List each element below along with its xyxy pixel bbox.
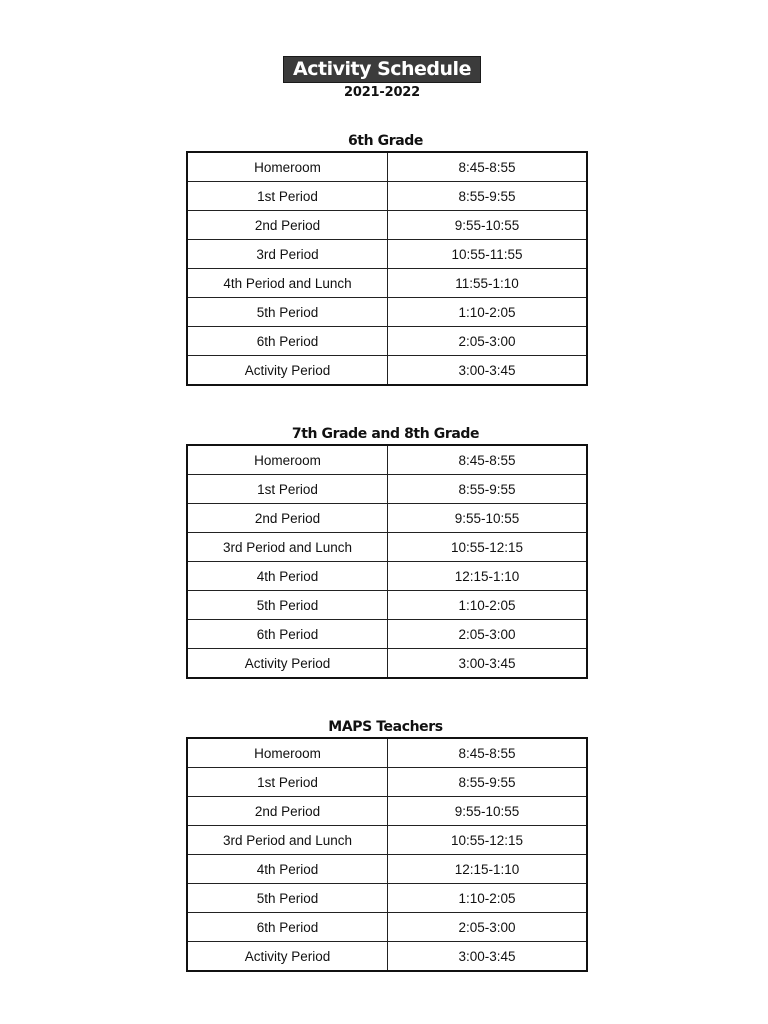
table-row	[187, 475, 587, 504]
table-row	[187, 942, 587, 972]
period-name-cell: 4th Period	[187, 855, 388, 884]
period-time-cell: 10:55-12:15	[388, 533, 588, 562]
period-time-cell: 3:00-3:45	[388, 356, 588, 386]
table-row	[187, 327, 587, 356]
school-year: 2021-2022	[344, 85, 420, 100]
period-name-cell: Activity Period	[187, 942, 388, 972]
period-name-cell: 6th Period	[187, 327, 388, 356]
period-name-cell: 6th Period	[187, 913, 388, 942]
table-row	[187, 884, 587, 913]
table-row	[187, 826, 587, 855]
period-time-cell: 8:45-8:55	[388, 152, 588, 182]
section-title: MAPS Teachers	[328, 719, 443, 735]
table-row	[187, 182, 587, 211]
schedule-table	[186, 444, 588, 679]
period-time-cell: 10:55-12:15	[388, 826, 588, 855]
page-title: Activity Schedule	[283, 56, 481, 83]
schedule-section-7th-8th-grade	[186, 424, 585, 679]
schedule-table	[186, 151, 588, 386]
period-time-cell: 8:45-8:55	[388, 445, 588, 475]
period-time-cell: 8:55-9:55	[388, 475, 588, 504]
period-name-cell: 6th Period	[187, 620, 388, 649]
period-name-cell: Homeroom	[187, 738, 388, 768]
table-row	[187, 240, 587, 269]
period-name-cell: Activity Period	[187, 649, 388, 679]
period-name-cell: 5th Period	[187, 884, 388, 913]
table-row	[187, 211, 587, 240]
period-name-cell: 3rd Period and Lunch	[187, 533, 388, 562]
period-time-cell: 2:05-3:00	[388, 327, 588, 356]
period-time-cell: 8:45-8:55	[388, 738, 588, 768]
period-time-cell: 2:05-3:00	[388, 620, 588, 649]
table-row	[187, 445, 587, 475]
table-row	[187, 913, 587, 942]
period-name-cell: 1st Period	[187, 475, 388, 504]
period-name-cell: 4th Period	[187, 562, 388, 591]
table-row	[187, 533, 587, 562]
schedule-section-maps-teachers	[186, 717, 585, 972]
table-row	[187, 620, 587, 649]
period-name-cell: 4th Period and Lunch	[187, 269, 388, 298]
table-row	[187, 152, 587, 182]
period-time-cell: 1:10-2:05	[388, 591, 588, 620]
period-name-cell: 2nd Period	[187, 797, 388, 826]
period-name-cell: Homeroom	[187, 152, 388, 182]
table-row	[187, 797, 587, 826]
period-name-cell: 3rd Period	[187, 240, 388, 269]
table-row	[187, 562, 587, 591]
period-name-cell: Homeroom	[187, 445, 388, 475]
period-time-cell: 8:55-9:55	[388, 182, 588, 211]
table-row	[187, 738, 587, 768]
period-time-cell: 9:55-10:55	[388, 797, 588, 826]
table-row	[187, 356, 587, 386]
table-row	[187, 504, 587, 533]
period-time-cell: 11:55-1:10	[388, 269, 588, 298]
period-time-cell: 10:55-11:55	[388, 240, 588, 269]
period-time-cell: 1:10-2:05	[388, 298, 588, 327]
table-row	[187, 269, 587, 298]
period-name-cell: 5th Period	[187, 591, 388, 620]
table-row	[187, 591, 587, 620]
period-time-cell: 9:55-10:55	[388, 211, 588, 240]
table-row	[187, 855, 587, 884]
period-name-cell: 1st Period	[187, 768, 388, 797]
section-title: 7th Grade and 8th Grade	[291, 426, 480, 442]
period-time-cell: 3:00-3:45	[388, 649, 588, 679]
period-time-cell: 12:15-1:10	[388, 855, 588, 884]
period-name-cell: 1st Period	[187, 182, 388, 211]
period-time-cell: 3:00-3:45	[388, 942, 588, 972]
period-time-cell: 2:05-3:00	[388, 913, 588, 942]
table-row	[187, 768, 587, 797]
period-name-cell: 3rd Period and Lunch	[187, 826, 388, 855]
schedule-table	[186, 737, 588, 972]
period-time-cell: 9:55-10:55	[388, 504, 588, 533]
period-time-cell: 12:15-1:10	[388, 562, 588, 591]
table-row	[187, 649, 587, 679]
period-time-cell: 8:55-9:55	[388, 768, 588, 797]
period-time-cell: 1:10-2:05	[388, 884, 588, 913]
period-name-cell: 2nd Period	[187, 504, 388, 533]
section-title: 6th Grade	[347, 133, 424, 149]
period-name-cell: 2nd Period	[187, 211, 388, 240]
period-name-cell: Activity Period	[187, 356, 388, 386]
schedule-section-6th-grade	[186, 131, 585, 386]
period-name-cell: 5th Period	[187, 298, 388, 327]
table-row	[187, 298, 587, 327]
